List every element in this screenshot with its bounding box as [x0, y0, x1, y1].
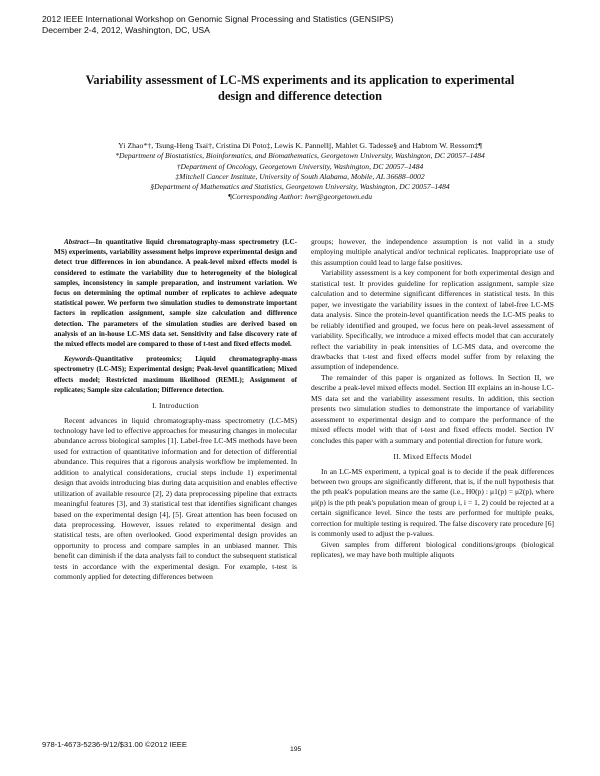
- keywords: [54, 354, 297, 395]
- abstract: [54, 237, 297, 349]
- keywords-text: -Quantitative proteomics; Liquid chromatography-mass spectrometry (LC-MS); Experimental design; Peak-level quantification; Mixed effects model; Restricted maximum likelihood (REML); Assignment of replicates; Sample size calculation; Difference detection.: [54, 355, 297, 394]
- affiliation-1: *Department of Biostatistics, Bioinformatics, and Biomathematics, Georgetown University, Washington, DC 20057–1484: [115, 151, 485, 161]
- affiliation-4: §Department of Mathematics and Statistics, Georgetown University, Washington, DC 20057–1484: [150, 182, 450, 192]
- section-heading-mixed-effects: II. Mixed Effects Model: [393, 452, 472, 462]
- right-paragraph-4: In an LC-MS experiment, a typical goal is to decide if the peak differences between two groups are significantly different, that is, if the null hypothesis that the pth peak's population means are the same (i.e., H0(p) : μ1(p) = μ2(p), where μi(p) is the pth peak's population mean of group i, i = 1, 2) could be rejected at a certain significance level. Since the tests are performed for multiple peaks, correction for multiple testing is required. The false discovery rate procedure [6] is commonly used to adjust the p-values.: [311, 466, 554, 539]
- conference-date: December 2-4, 2012, Washington, DC, USA: [42, 25, 210, 35]
- isbn-footer: 978-1-4673-5236-9/12/$31.00 ©2012 IEEE: [42, 740, 187, 749]
- intro-paragraph: Recent advances in liquid chromatography-mass spectrometry (LC-MS) technology have led to effective approaches for measuring changes in molecular abundance across biological samples [1]. Label-free LC-MS methods have been used for extraction of quantitative information and for detection of differential abundance. This requires that a rigorous analysis workflow be implemented. In addition to analytical considerations, crucial steps include 1) experimental design that avoids introducing bias during data acquisition and enables effective utilization of available resource [2], 2) data preprocessing pipeline that extracts meaningful features [3], and 3) statistical test that identifies significant changes based on the experimental design [4], [5]. Great attention has been focused on data preprocessing. However, issues related to experimental design and statistical tests, are often overlooked. Good experimental design provides an opportunity to process and compare samples in an unbiased manner. This benefit can diminish if the data analysts fail to conduct the subsequent statistical tests in accordance with the experimental design. For example, t-test is commonly applied for detecting differences between: [54, 415, 297, 582]
- right-column: [311, 237, 554, 561]
- abstract-label: Abstract: [64, 238, 89, 246]
- right-paragraph-3: The remainder of this paper is organized as follows. In Section II, we describe a peak-level mixed effects model. Section III explains an in-house LC-MS data set and the variability assessment results. In addition, this section presents two simulation studies to demonstrate the importance of variability assessment to experimental design and to compare the performance of the mixed effects model with that of t-test and fixed effects model. Section IV concludes this paper with a summary and potential direction for future work.: [311, 372, 554, 445]
- keywords-label: Keywords: [64, 355, 93, 364]
- title-line-2: design and difference detection: [218, 89, 382, 103]
- author-block: [30, 141, 570, 203]
- left-column: [54, 237, 297, 583]
- affiliation-5: ¶Corresponding Author: hwr@georgetown.edu: [227, 192, 373, 202]
- affiliation-3: ‡Mitchell Cancer Institute, University of South Alabama, Mobile, AL 36688–0002: [175, 171, 425, 181]
- conference-header: [42, 14, 562, 36]
- author-names: Yi Zhao*†, Tsung-Heng Tsai†, Cristina Di Poto‡, Lewis K. Pannell||, Mahlet G. Tadesse§ and Habtom W. Ressom‡¶: [118, 141, 482, 150]
- right-paragraph-2: Variability assessment is a key component for both experimental design and statistical test. It provides guideline for replication assignment, sample size calculation and to determine significant differences in statistical tests. In this paper, we investigate the variability issues in the context of label-free LC-MS data analysis. Since the protein-level quantification needs the LC-MS peaks to be reliably identified and grouped, we focus here on peak-level assessment of variability. Specifically, we introduce a mixed effects model that can accurately reflect the variability in peak intensities of LC-MS data, and overcome the drawbacks that t-test and fixed effects model suffer from by relaxing the assumption of independence.: [311, 268, 554, 372]
- affiliation-2: †Department of Oncology, Georgetown University, Washington, DC 20057–1484: [176, 161, 424, 171]
- page-number: 195: [290, 746, 302, 753]
- paper-title: [40, 72, 560, 104]
- right-paragraph-1: groups; however, the independence assumption is not valid in a study employing multiple analytical and/or technical replicates. Inappropriate use of this assumption could lead to large false positives.: [311, 237, 554, 267]
- abstract-text: —In quantitative liquid chromatography-mass spectrometry (LC-MS) experiments, variability assessment helps improve experimental design and detect true differences in ion abundance. A peak-level mixed effects model is considered to estimate the variability due to heterogeneity of the biological samples, inconsistency in sample preparation, and instrument variation. We focus on determining the optimal number of replicates to achieve adequate statistical power. We perform two simulation studies to demonstrate important factors in replication assignment, sample size calculation and difference detection. The parameters of the simulation studies are derived based on analysis of an in-house LC-MS data set. Sensitivity and false discovery rate of the mixed effects model are compared to those of t-test and fixed effects model.: [54, 238, 297, 349]
- title-line-1: Variability assessment of LC-MS experiments and its application to experimental: [85, 73, 515, 87]
- right-paragraph-5: Given samples from different biological conditions/groups (biological replicates), we may have both multiple aliquots: [311, 539, 554, 560]
- section-heading-introduction: I. Introduction: [152, 401, 199, 411]
- conference-name: 2012 IEEE International Workshop on Genomic Signal Processing and Statistics (GENSIPS): [42, 14, 394, 24]
